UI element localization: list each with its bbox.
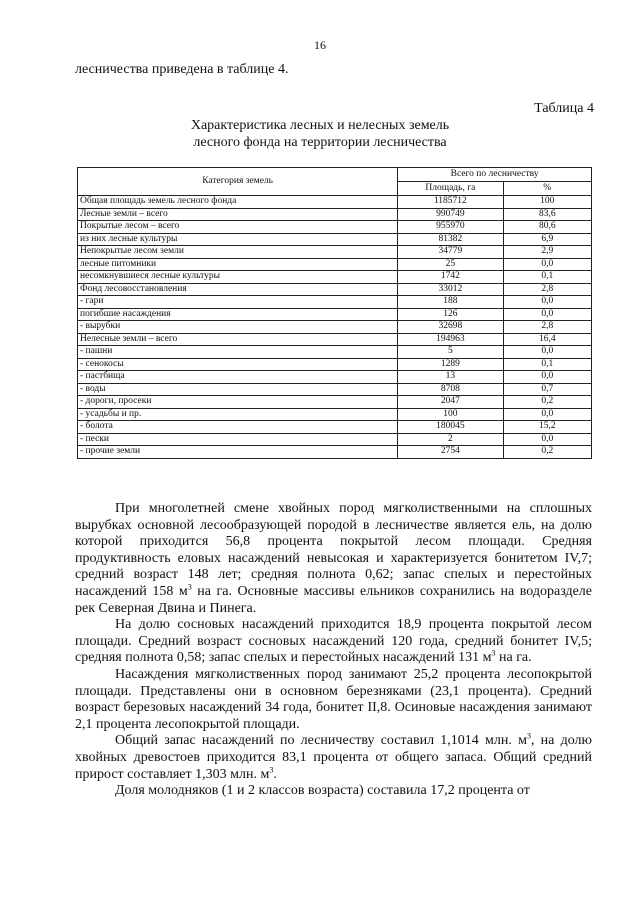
cell-category: - пастбища	[78, 371, 398, 384]
table-row	[78, 396, 592, 409]
cell-area: 34779	[398, 246, 503, 259]
cell-area: 2047	[398, 396, 503, 409]
paragraph	[75, 783, 592, 800]
table-row	[78, 296, 592, 309]
paragraph	[75, 733, 592, 783]
cell-percent: 15,2	[503, 421, 591, 434]
table-row	[78, 208, 592, 221]
paragraph-text: , на долю хвойных древостоев приходится 83,1 процента от общего запаса. Общий средний прирост составляет 1,303 млн. м	[75, 733, 592, 782]
cell-percent: 0,2	[503, 396, 591, 409]
table-row	[78, 408, 592, 421]
cell-category: Покрытые лесом – всего	[78, 221, 398, 234]
paragraph	[75, 501, 592, 617]
cell-percent: 0,2	[503, 446, 591, 459]
cell-percent: 80,6	[503, 221, 591, 234]
cell-percent: 0,0	[503, 296, 591, 309]
cell-category: - дороги, просеки	[78, 396, 398, 409]
table-title-line-1: Характеристика лесных и нелесных земель	[190, 118, 450, 133]
table-row	[78, 421, 592, 434]
table-title-line-2: лесного фонда на территории лесничества	[193, 135, 447, 150]
cell-area: 25	[398, 258, 503, 271]
table-row	[78, 433, 592, 446]
table-row	[78, 358, 592, 371]
cell-percent: 0,0	[503, 371, 591, 384]
paragraph-text: на га.	[495, 650, 532, 666]
cell-category: - усадьбы и пр.	[78, 408, 398, 421]
cell-percent: 0,1	[503, 358, 591, 371]
cell-category: погибшие насаждения	[78, 308, 398, 321]
cell-area: 81382	[398, 233, 503, 246]
cell-area: 180045	[398, 421, 503, 434]
cell-percent: 0,1	[503, 271, 591, 284]
cell-percent: 2,9	[503, 246, 591, 259]
table-header-row	[78, 168, 592, 182]
page-number: 16	[314, 38, 326, 52]
table-row	[78, 196, 592, 209]
cell-area: 13	[398, 371, 503, 384]
cell-percent: 6,9	[503, 233, 591, 246]
paragraph-text: Насаждения мягколиственных пород занимают 25,2 процента лесопокрытой площади. Представлены они в основном березняками (23,1 процента). Средний возраст березовых насаждений 34 года, бонитет II,8. Осиновые насаждения занимают 2,1 процента лесопокрытой площади.	[75, 666, 592, 732]
cell-category: несомкнувшиеся лесные культуры	[78, 271, 398, 284]
table-row	[78, 446, 592, 459]
cell-category: - гари	[78, 296, 398, 309]
header-area: Площадь, га	[398, 182, 503, 196]
cell-category: - пески	[78, 433, 398, 446]
table-row	[78, 371, 592, 384]
cell-percent: 0,0	[503, 258, 591, 271]
header-group: Всего по лесничеству	[398, 168, 592, 182]
cell-percent: 0,0	[503, 408, 591, 421]
cell-area: 100	[398, 408, 503, 421]
cell-category: из них лесные культуры	[78, 233, 398, 246]
paragraph-text: на га. Основные массивы ельников сохранились на водоразделе рек Северная Двина и Пинега.	[75, 583, 593, 616]
cell-percent: 0,0	[503, 346, 591, 359]
paragraph	[75, 617, 592, 667]
cell-category: - прочие земли	[78, 446, 398, 459]
cell-category: лесные питомники	[78, 258, 398, 271]
superscript: 3	[491, 648, 496, 658]
cell-category: Нелесные земли – всего	[78, 333, 398, 346]
cell-area: 1185712	[398, 196, 503, 209]
cell-area: 32698	[398, 321, 503, 334]
cell-area: 1742	[398, 271, 503, 284]
table-row	[78, 346, 592, 359]
paragraph	[75, 667, 592, 733]
cell-percent: 0,0	[503, 308, 591, 321]
table-row	[78, 233, 592, 246]
superscript: 3	[187, 582, 192, 592]
paragraph-text: Доля молодняков (1 и 2 классов возраста) составила 17,2 процента от	[115, 783, 530, 799]
table-row	[78, 333, 592, 346]
body-text	[75, 501, 592, 800]
cell-category: Лесные земли – всего	[78, 208, 398, 221]
table-row	[78, 283, 592, 296]
table-row	[78, 383, 592, 396]
cell-area: 8708	[398, 383, 503, 396]
cell-area: 990749	[398, 208, 503, 221]
superscript: 3	[526, 731, 531, 741]
land-categories-table	[77, 167, 592, 459]
table-body	[78, 196, 592, 459]
table-row	[78, 321, 592, 334]
cell-area: 126	[398, 308, 503, 321]
cell-percent: 0,0	[503, 433, 591, 446]
cell-category: Непокрытые лесом земли	[78, 246, 398, 259]
table-row	[78, 258, 592, 271]
paragraph-text: .	[273, 766, 277, 782]
cell-category: - пашни	[78, 346, 398, 359]
cell-area: 33012	[398, 283, 503, 296]
cell-percent: 2,8	[503, 283, 591, 296]
table-row	[78, 246, 592, 259]
cell-percent: 16,4	[503, 333, 591, 346]
cell-category: - сенокосы	[78, 358, 398, 371]
cell-area: 2754	[398, 446, 503, 459]
header-category: Категория земель	[78, 168, 398, 196]
header-percent: %	[503, 182, 591, 196]
table-row	[78, 271, 592, 284]
cell-percent: 83,6	[503, 208, 591, 221]
superscript: 3	[269, 764, 274, 774]
cell-category: Общая площадь земель лесного фонда	[78, 196, 398, 209]
paragraph-text: На долю сосновых насаждений приходится 18,9 процента покрытой лесом площади. Средний возраст сосновых насаждений 120 года, средний бонитет IV,5; средняя полнота 0,58; запас спелых и перестойных насаждений 131 м	[75, 617, 592, 666]
cell-percent: 0,7	[503, 383, 591, 396]
table-row	[78, 308, 592, 321]
paragraph-text: Общий запас насаждений по лесничеству составил 1,1014 млн. м	[115, 733, 527, 749]
cell-percent: 2,8	[503, 321, 591, 334]
table-label: Таблица 4	[534, 101, 594, 116]
cell-area: 1289	[398, 358, 503, 371]
cell-area: 955970	[398, 221, 503, 234]
intro-line: лесничества приведена в таблице 4.	[75, 62, 289, 77]
cell-area: 5	[398, 346, 503, 359]
cell-area: 194963	[398, 333, 503, 346]
cell-area: 188	[398, 296, 503, 309]
cell-category: - воды	[78, 383, 398, 396]
cell-area: 2	[398, 433, 503, 446]
cell-percent: 100	[503, 196, 591, 209]
table-title	[0, 117, 640, 151]
cell-category: - болота	[78, 421, 398, 434]
paragraph-text: При многолетней смене хвойных пород мягколиственными на сплошных вырубках основной лесообразующей породой в лесничестве является ель, на долю которой приходится 56,8 процента покрытой лесом площади. Средняя продуктивность еловых насаждений невысокая и характеризуется бонитетом IV,7; средний возраст 148 лет; средняя полнота 0,62; запас спелых и перестойных насаждений 158 м	[75, 501, 592, 599]
cell-category: Фонд лесовосстановления	[78, 283, 398, 296]
table-row	[78, 221, 592, 234]
cell-category: - вырубки	[78, 321, 398, 334]
